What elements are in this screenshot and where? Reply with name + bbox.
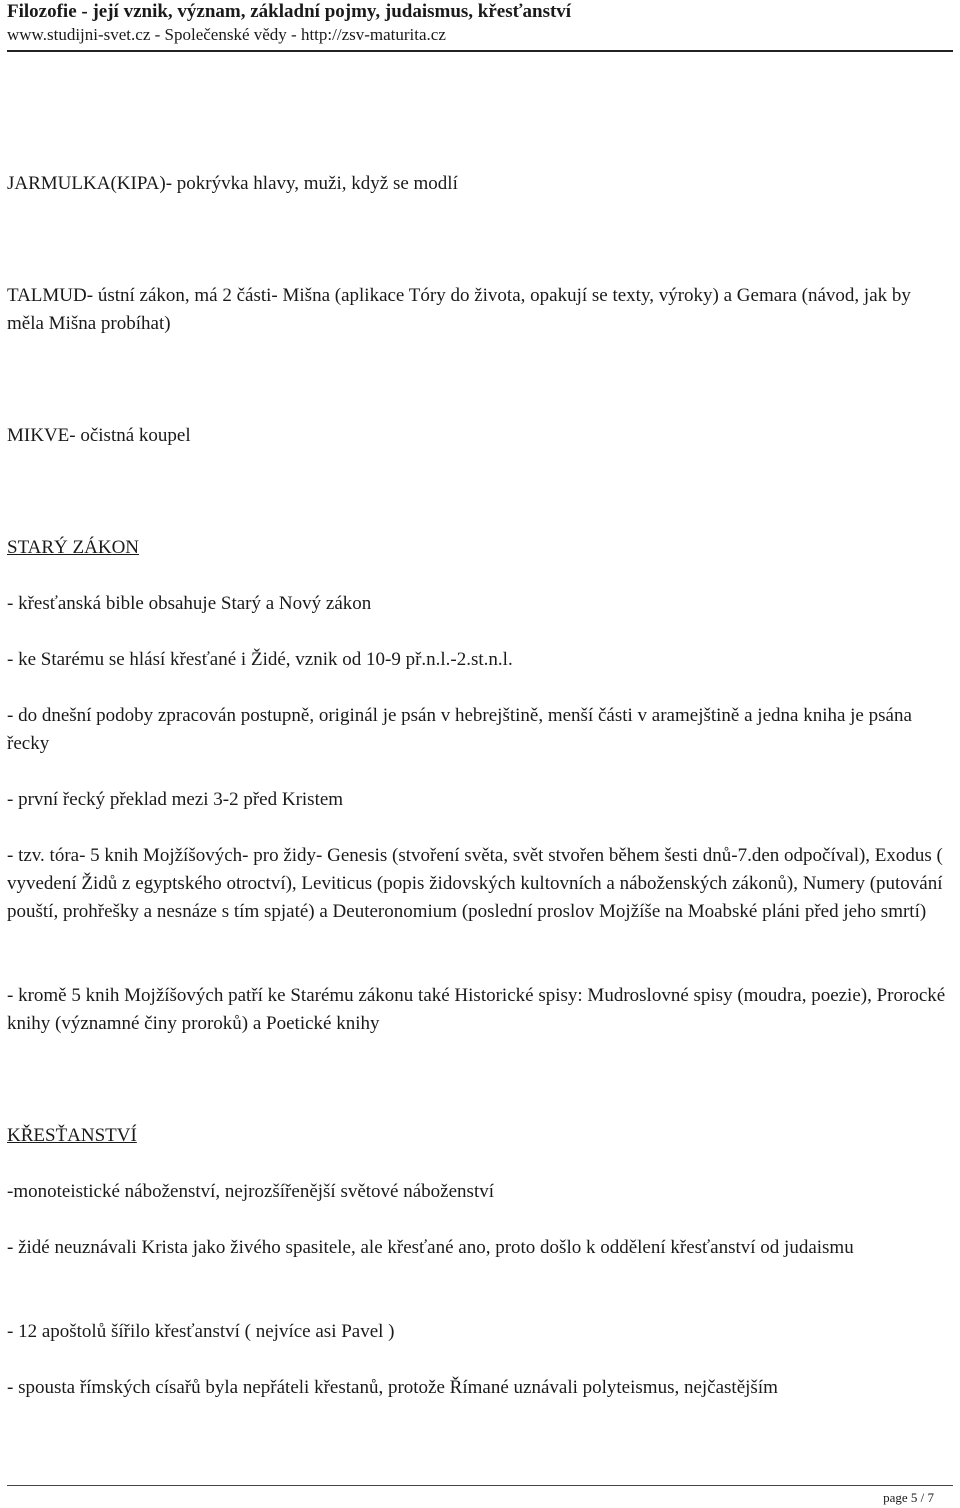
header-divider	[7, 50, 953, 52]
page-header	[7, 0, 953, 46]
paragraph-sz-1: - křesťanská bible obsahuje Starý a Nový zákon	[7, 593, 372, 614]
paragraph-k-2: - židé neuznávali Krista jako živého spasitele, ale křesťané ano, proto došlo k oddělení křesťanství od judaismu	[7, 1237, 854, 1258]
paragraph-talmud: TALMUD- ústní zákon, má 2 části- Mišna (aplikace Tóry do života, opakují se texty, výroky) a Gemara (návod, jak by měla Mišna probíhat)	[7, 285, 911, 334]
heading-krestanstvi: KŘESŤANSTVÍ	[7, 1125, 137, 1146]
paragraph-jarmulka: JARMULKA(KIPA)- pokrývka hlavy, muži, když se modlí	[7, 173, 458, 194]
paragraph-k-3: - 12 apoštolů šířilo křesťanství ( nejvíce asi Pavel )	[7, 1321, 395, 1342]
paragraph-k-4: - spousta římských císařů byla nepřáteli křestanů, protože Římané uznávali polyteismus, nejčastějším	[7, 1377, 778, 1398]
footer-divider	[7, 1485, 953, 1486]
paragraph-sz-3: - do dnešní podoby zpracován postupně, originál je psán v hebrejštině, menší části v aramejštině a jedna kniha je psána řecky	[7, 705, 912, 754]
paragraph-sz-2: - ke Starému se hlásí křesťané i Židé, vznik od 10-9 př.n.l.-2.st.n.l.	[7, 649, 513, 670]
paragraph-sz-5: - tzv. tóra- 5 knih Mojžíšových- pro židy- Genesis (stvoření světa, svět stvořen během šesti dnů-7.den odpočíval), Exodus ( vyvedení Židů z egyptského otroctví), Leviticus (popis židovských kultovních a náboženských zákonů), Numery (putování pouští, prohřešky a nesnáze s tím spjaté) a Deuteronomium (poslední proslov Mojžíše na Moabské pláni před jeho smrtí)	[7, 845, 943, 922]
heading-stary-zakon: STARÝ ZÁKON	[7, 537, 140, 558]
paragraph-mikve: MIKVE- očistná koupel	[7, 425, 191, 446]
document-source: www.studijni-svet.cz - Společenské vědy - http://zsv-maturita.cz	[7, 25, 446, 44]
paragraph-sz-4: - první řecký překlad mezi 3-2 před Kristem	[7, 789, 344, 810]
page-number: page 5 / 7	[883, 1490, 934, 1505]
paragraph-sz-6: - kromě 5 knih Mojžíšových patří ke Starému zákonu také Historické spisy: Mudroslovné spisy (moudra, poezie), Prorocké knihy (významné činy proroků) a Poetické knihy	[7, 985, 946, 1034]
document-title: Filozofie - její vznik, význam, základní pojmy, judaismus, křesťanství	[7, 1, 572, 22]
paragraph-k-1: -monoteistické náboženství, nejrozšířenější světové náboženství	[7, 1181, 494, 1202]
